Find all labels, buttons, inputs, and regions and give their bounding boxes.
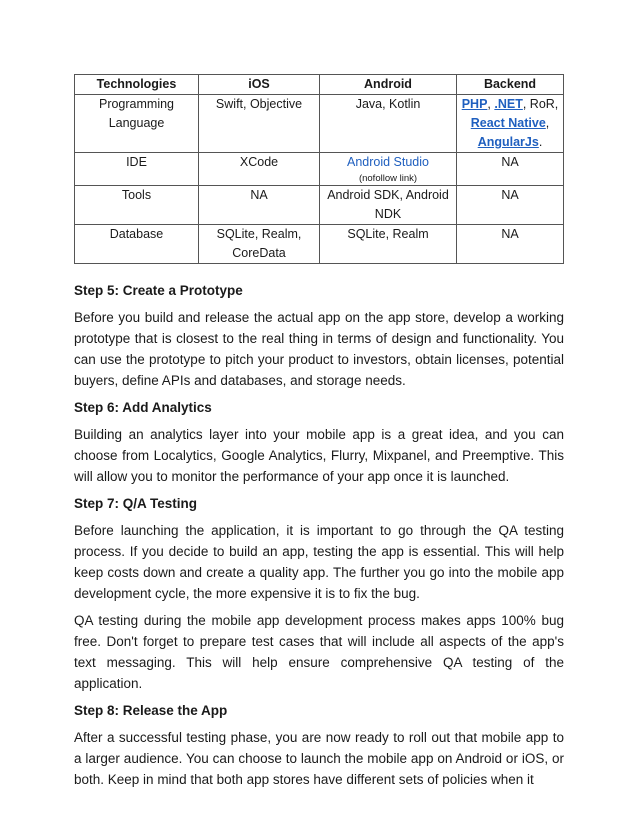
separator: , xyxy=(545,116,550,130)
step8-heading: Step 8: Release the App xyxy=(74,703,228,718)
article-body xyxy=(74,280,564,796)
table-row xyxy=(75,225,564,264)
cell-programming-android: Java, Kotlin xyxy=(320,95,457,153)
cell-database-label: Database xyxy=(75,225,199,264)
cell-database-ios: SQLite, Realm, CoreData xyxy=(199,225,320,264)
technology-table xyxy=(74,74,564,264)
php-link[interactable]: PHP xyxy=(461,97,488,111)
cell-database-backend: NA xyxy=(457,225,564,264)
cell-database-android: SQLite, Realm xyxy=(320,225,457,264)
dotnet-link[interactable]: .NET xyxy=(494,97,523,111)
cell-tools-label: Tools xyxy=(75,186,199,225)
cell-tools-backend: NA xyxy=(457,186,564,225)
step5-paragraph: Before you build and release the actual app on the app store, develop a working prototype that is closest to the real thing in terms of design and functionality. You can use the prototype to pitch your product to investors, obtain licenses, potential buyers, define APIs and databases, and storage needs. xyxy=(74,310,564,388)
cell-programming-label: Programming Language xyxy=(75,95,199,153)
step7-heading: Step 7: Q/A Testing xyxy=(74,496,198,511)
cell-ide-android xyxy=(320,153,457,186)
step5-heading: Step 5: Create a Prototype xyxy=(74,283,243,298)
cell-tools-ios: NA xyxy=(199,186,320,225)
period: . xyxy=(538,135,543,149)
android-studio-link[interactable]: Android Studio xyxy=(346,155,429,169)
header-backend: Backend xyxy=(457,75,564,95)
cell-programming-backend xyxy=(457,95,564,153)
angularjs-link[interactable]: AngularJs xyxy=(477,135,539,149)
step8-paragraph: After a successful testing phase, you are now ready to roll out that mobile app to a larger audience. You can choose to launch the mobile app on Android or iOS, or both. Keep in mind that both app stores have different sets of policies when it xyxy=(74,730,564,787)
react-native-link[interactable]: React Native xyxy=(470,116,546,130)
header-android: Android xyxy=(320,75,457,95)
table-row xyxy=(75,95,564,153)
cell-ide-label: IDE xyxy=(75,153,199,186)
header-technologies: Technologies xyxy=(75,75,199,95)
step6-heading: Step 6: Add Analytics xyxy=(74,400,212,415)
table-row xyxy=(75,186,564,225)
step6-paragraph: Building an analytics layer into your mobile app is a great idea, and you can choose from Localytics, Google Analytics, Flurry, Mixpanel, and Preemptive. This will allow you to monitor the performance of your app once it is launched. xyxy=(74,427,564,484)
cell-tools-android: Android SDK, Android NDK xyxy=(320,186,457,225)
step7-paragraph-2: QA testing during the mobile app development process makes apps 100% bug free. Don't forget to prepare test cases that will include all aspects of the app's text messaging. This will help ensure comprehensive QA testing of the application. xyxy=(74,613,564,691)
step7-paragraph-1: Before launching the application, it is important to go through the QA testing process. If you decide to build an app, testing the app is essential. This will help keep costs down and create a quality app. The further you go into the mobile app development cycle, the more expensive it is to fix the bug. xyxy=(74,523,564,601)
separator: , xyxy=(487,97,495,111)
header-ios: iOS xyxy=(199,75,320,95)
table-row xyxy=(75,153,564,186)
cell-ide-ios: XCode xyxy=(199,153,320,186)
table-header-row xyxy=(75,75,564,95)
nofollow-note: (nofollow link) xyxy=(358,173,418,184)
cell-ide-backend: NA xyxy=(457,153,564,186)
separator: , RoR, xyxy=(522,97,559,111)
cell-programming-ios: Swift, Objective xyxy=(199,95,320,153)
